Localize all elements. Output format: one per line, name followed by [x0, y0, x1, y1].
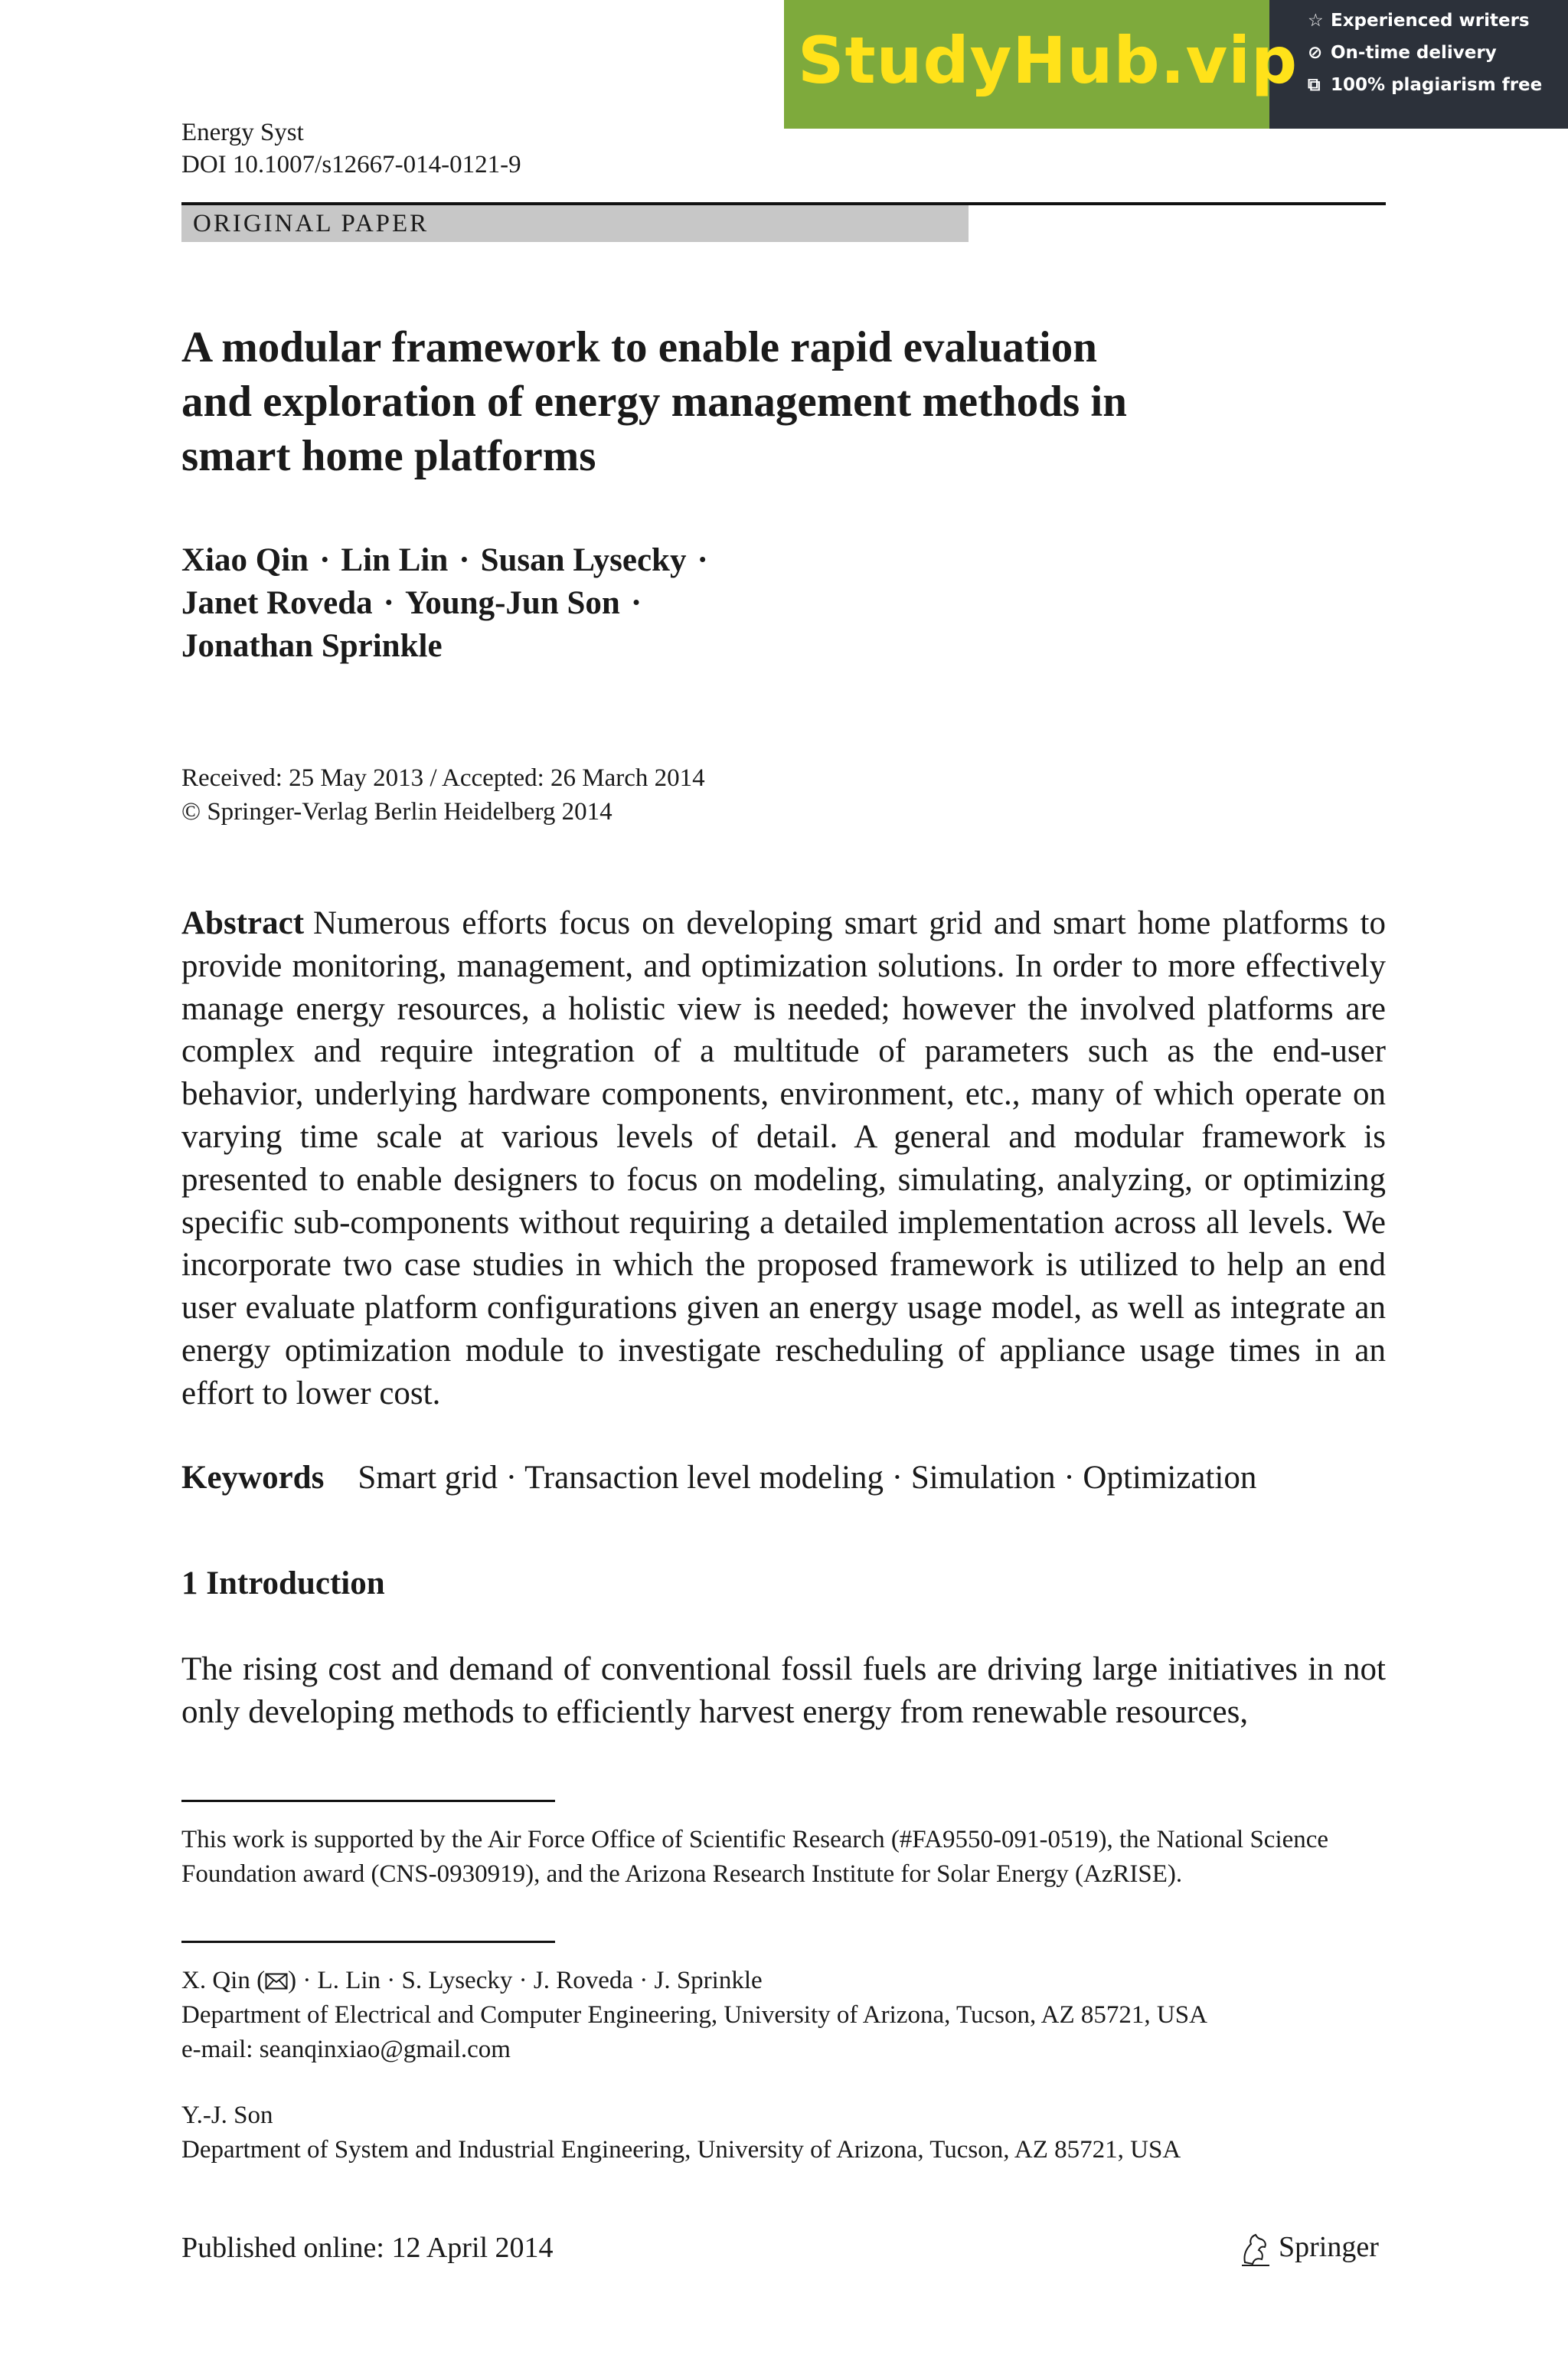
author-line [181, 625, 443, 668]
intro-paragraph: The rising cost and demand of conventional fossil fuels are driving large initiatives in not only developing methods to efficiently harvest energy from renewable resources, [181, 1651, 1386, 1730]
springer-horse-icon [1239, 2232, 1272, 2267]
author-line [181, 582, 652, 625]
published-date: Published online: 12 April 2014 [181, 2232, 554, 2264]
received-dates: Received: 25 May 2013 / Accepted: 26 March 2014 [181, 764, 705, 792]
author-name: Young-Jun Son [404, 585, 620, 621]
author-name: Xiao Qin [181, 542, 309, 578]
author-separator: · [459, 542, 470, 578]
journal-name: Energy Syst [181, 119, 304, 146]
doi[interactable]: DOI 10.1007/s12667-014-0121-9 [181, 151, 521, 178]
copyright: © Springer-Verlag Berlin Heidelberg 2014 [181, 798, 612, 826]
feature-plagiarism-free: ⧉ 100% plagiarism free [1308, 75, 1543, 95]
funding-footnote: This work is supported by the Air Force Office of Scientific Research (#FA9550-091-0519), the National Science Foundation award (CNS-0930919), and the Arizona Research Institute for Solar Energy (AzRISE). [181, 1826, 1329, 1888]
abstract-label: Abstract [181, 905, 305, 941]
copy-icon: ⧉ [1308, 75, 1321, 95]
author-email[interactable]: e-mail: seanqinxiao@gmail.com [181, 2036, 511, 2063]
abstract-text: Numerous efforts focus on developing smart grid and smart home platforms to provide monitoring, management, and optimization solutions. In order to more effectively manage energy resources, a holistic view is needed; however the involved platforms are complex and require integration of a multitude of parameters such as the end-user behavior, underlying hardware components, environment, etc., many of which operate on varying time scale at various levels of detail. A general and modular framework is presented to enable designers to focus on modeling, simulating, analyzing, or optimizing specific sub-components without requiring a detailed implementation across all levels. We incorporate two case studies in which the proposed framework is utilized to help an end user evaluate platform configurations given an energy usage model, as well as integrate an energy optimization module to investigate rescheduling of appliance usage times in an effort to lower cost. [181, 905, 1386, 1411]
keywords-label: Keywords [181, 1460, 325, 1496]
keywords [181, 1457, 1256, 1500]
author-separator: · [630, 585, 642, 621]
studyhub-logo-panel [784, 0, 1298, 129]
author-name: Susan Lysecky [480, 542, 687, 578]
author-separator: · [383, 585, 394, 621]
title-line: smart home platforms [181, 432, 596, 480]
title-line: and exploration of energy management methods in [181, 378, 1127, 426]
paper-type: ORIGINAL PAPER [193, 210, 430, 237]
paper-title [181, 320, 1253, 483]
affiliation-department: Department of System and Industrial Engineering, University of Arizona, Tucson, AZ 85721, USA [181, 2136, 1181, 2164]
envelope-icon [265, 1973, 288, 1990]
springer-logo: Springer [1239, 2227, 1379, 2267]
author-name: Jonathan Sprinkle [181, 628, 443, 664]
author-name: Lin Lin [341, 542, 449, 578]
section-heading: 1 Introduction [181, 1565, 385, 1601]
star-icon: ☆ [1308, 11, 1324, 31]
affiliation-rule [181, 1941, 555, 1943]
affiliation-authors: X. Qin ( ) · L. Lin · S. Lysecky · J. Roveda · J. Sprinkle [181, 1967, 763, 1994]
abstract [181, 902, 1386, 1415]
clock-icon: ⊘ [1308, 43, 1323, 63]
studyhub-banner[interactable] [784, 0, 1568, 129]
title-line: A modular framework to enable rapid evaluation [181, 323, 1097, 371]
footnote-rule [181, 1800, 555, 1802]
affiliation-authors: Y.-J. Son [181, 2102, 273, 2129]
affiliation-department: Department of Electrical and Computer Engineering, University of Arizona, Tucson, AZ 85721, USA [181, 2001, 1207, 2029]
author-name: Janet Roveda [181, 585, 373, 621]
author-separator: · [697, 542, 708, 578]
author-line [181, 539, 719, 582]
keywords-text: Smart grid · Transaction level modeling · Simulation · Optimization [358, 1460, 1257, 1496]
studyhub-brand: StudyHub.vip [798, 23, 1298, 98]
author-separator: · [319, 542, 331, 578]
feature-experienced-writers: ☆ Experienced writers [1308, 11, 1530, 31]
feature-on-time-delivery: ⊘ On-time delivery [1308, 43, 1497, 63]
